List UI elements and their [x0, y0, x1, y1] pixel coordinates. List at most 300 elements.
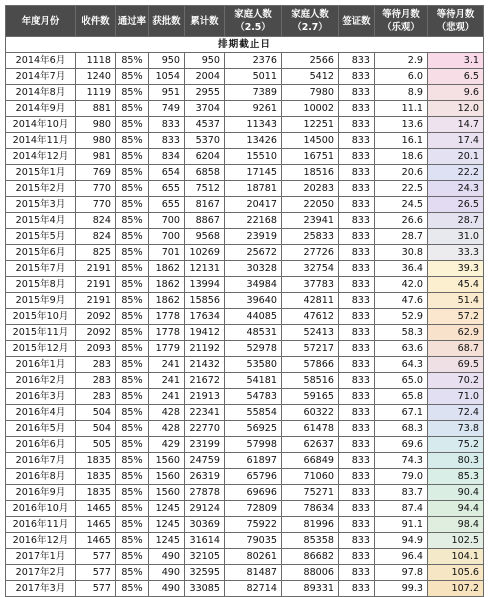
- cell-approved: 833: [149, 117, 185, 133]
- cell-pass-rate: 85%: [116, 149, 149, 165]
- table-row: [6, 549, 484, 565]
- cell-approved: 429: [149, 437, 185, 453]
- cell-approved: 700: [149, 213, 185, 229]
- cell-family-2-7: 57866: [282, 357, 339, 373]
- cell-month: 2016年9月: [6, 485, 76, 501]
- cell-received: 2092: [76, 325, 116, 341]
- cell-cumulative: 3704: [185, 101, 225, 117]
- cell-cumulative: 24759: [185, 453, 225, 469]
- cell-visas: 833: [339, 469, 375, 485]
- cell-family-2-7: 78634: [282, 501, 339, 517]
- cell-received: 2092: [76, 309, 116, 325]
- cell-wait-optimistic: 87.4: [375, 501, 428, 517]
- cell-family-2-5: 53580: [225, 357, 282, 373]
- cell-approved: 1778: [149, 325, 185, 341]
- table-row: [6, 453, 484, 469]
- cell-wait-optimistic: 65.0: [375, 373, 428, 389]
- cell-pass-rate: 85%: [116, 389, 149, 405]
- cell-wait-optimistic: 26.6: [375, 213, 428, 229]
- table-row: [6, 357, 484, 373]
- cell-visas: 833: [339, 501, 375, 517]
- cell-month: 2015年7月: [6, 261, 76, 277]
- cell-pass-rate: 85%: [116, 181, 149, 197]
- cell-month: 2017年2月: [6, 565, 76, 581]
- cell-family-2-5: 25672: [225, 245, 282, 261]
- cell-wait-pessimistic: 98.4: [428, 517, 484, 533]
- cell-pass-rate: 85%: [116, 421, 149, 437]
- cell-approved: 701: [149, 245, 185, 261]
- cell-visas: 833: [339, 277, 375, 293]
- cell-pass-rate: 85%: [116, 517, 149, 533]
- cell-received: 770: [76, 181, 116, 197]
- wait-time-table: [5, 5, 484, 597]
- cell-month: 2015年1月: [6, 165, 76, 181]
- cell-cumulative: 6858: [185, 165, 225, 181]
- header-row: [6, 6, 484, 37]
- cell-wait-optimistic: 64.3: [375, 357, 428, 373]
- cell-approved: 654: [149, 165, 185, 181]
- cell-family-2-7: 16751: [282, 149, 339, 165]
- cell-approved: 1054: [149, 69, 185, 85]
- cell-pass-rate: 85%: [116, 533, 149, 549]
- cell-family-2-7: 42811: [282, 293, 339, 309]
- cell-pass-rate: 85%: [116, 277, 149, 293]
- cell-family-2-5: 80261: [225, 549, 282, 565]
- cell-family-2-5: 54181: [225, 373, 282, 389]
- cell-pass-rate: 85%: [116, 165, 149, 181]
- cell-wait-optimistic: 99.3: [375, 581, 428, 597]
- cell-month: 2016年10月: [6, 501, 76, 517]
- cell-wait-pessimistic: 90.4: [428, 485, 484, 501]
- cell-pass-rate: 85%: [116, 485, 149, 501]
- cell-visas: 833: [339, 229, 375, 245]
- cell-pass-rate: 85%: [116, 581, 149, 597]
- cell-pass-rate: 85%: [116, 229, 149, 245]
- cell-approved: 833: [149, 133, 185, 149]
- cell-visas: 833: [339, 165, 375, 181]
- cell-received: 1240: [76, 69, 116, 85]
- cell-family-2-7: 2566: [282, 53, 339, 69]
- cell-received: 2191: [76, 277, 116, 293]
- cell-received: 770: [76, 197, 116, 213]
- cell-month: 2016年2月: [6, 373, 76, 389]
- cell-family-2-7: 14500: [282, 133, 339, 149]
- cell-family-2-7: 47612: [282, 309, 339, 325]
- cell-cumulative: 8867: [185, 213, 225, 229]
- cell-month: 2014年10月: [6, 117, 76, 133]
- cell-wait-pessimistic: 6.5: [428, 69, 484, 85]
- cell-family-2-7: 75271: [282, 485, 339, 501]
- cell-family-2-5: 30328: [225, 261, 282, 277]
- cell-month: 2015年4月: [6, 213, 76, 229]
- cell-wait-optimistic: 36.4: [375, 261, 428, 277]
- cell-cumulative: 4537: [185, 117, 225, 133]
- cell-month: 2014年8月: [6, 85, 76, 101]
- cell-family-2-5: 23919: [225, 229, 282, 245]
- cell-family-2-5: 65796: [225, 469, 282, 485]
- cell-cumulative: 2955: [185, 85, 225, 101]
- cell-received: 283: [76, 389, 116, 405]
- cell-month: 2014年7月: [6, 69, 76, 85]
- cell-cumulative: 10269: [185, 245, 225, 261]
- table-row: [6, 53, 484, 69]
- cell-pass-rate: 85%: [116, 293, 149, 309]
- cell-received: 505: [76, 437, 116, 453]
- cell-wait-optimistic: 97.8: [375, 565, 428, 581]
- cell-approved: 490: [149, 549, 185, 565]
- cell-family-2-5: 57998: [225, 437, 282, 453]
- cell-approved: 241: [149, 373, 185, 389]
- cell-visas: 833: [339, 133, 375, 149]
- cell-received: 881: [76, 101, 116, 117]
- cell-wait-optimistic: 52.9: [375, 309, 428, 325]
- cell-cumulative: 32105: [185, 549, 225, 565]
- cell-wait-pessimistic: 102.5: [428, 533, 484, 549]
- subheader-cutoff: 排期截止日: [6, 37, 484, 53]
- cell-pass-rate: 85%: [116, 325, 149, 341]
- header-wait-pessimistic: [428, 6, 484, 37]
- cell-wait-optimistic: 74.3: [375, 453, 428, 469]
- header-visas: 签证数: [339, 6, 375, 37]
- cell-pass-rate: 85%: [116, 53, 149, 69]
- cell-wait-pessimistic: 45.4: [428, 277, 484, 293]
- cell-approved: 834: [149, 149, 185, 165]
- table-row: [6, 485, 484, 501]
- cell-month: 2014年9月: [6, 101, 76, 117]
- cell-cumulative: 8167: [185, 197, 225, 213]
- cell-received: 1118: [76, 53, 116, 69]
- cell-wait-pessimistic: 26.5: [428, 197, 484, 213]
- cell-wait-pessimistic: 68.7: [428, 341, 484, 357]
- table-row: [6, 245, 484, 261]
- cell-received: 1465: [76, 533, 116, 549]
- cell-received: 504: [76, 405, 116, 421]
- cell-approved: 1862: [149, 293, 185, 309]
- header-family-2-5: [225, 6, 282, 37]
- cell-family-2-7: 25833: [282, 229, 339, 245]
- table-row: [6, 517, 484, 533]
- cell-pass-rate: 85%: [116, 245, 149, 261]
- cell-cumulative: 29124: [185, 501, 225, 517]
- cell-family-2-5: 69696: [225, 485, 282, 501]
- cell-wait-optimistic: 47.6: [375, 293, 428, 309]
- cell-cumulative: 950: [185, 53, 225, 69]
- table-row: [6, 325, 484, 341]
- cell-received: 824: [76, 229, 116, 245]
- header-family-2-7-title: 家庭人数: [291, 9, 329, 20]
- cell-wait-pessimistic: 31.0: [428, 229, 484, 245]
- cell-received: 577: [76, 565, 116, 581]
- table-row: [6, 565, 484, 581]
- cell-wait-pessimistic: 69.5: [428, 357, 484, 373]
- cell-family-2-5: 13426: [225, 133, 282, 149]
- cell-family-2-7: 85358: [282, 533, 339, 549]
- cell-wait-pessimistic: 39.3: [428, 261, 484, 277]
- cell-pass-rate: 85%: [116, 197, 149, 213]
- cell-family-2-5: 44085: [225, 309, 282, 325]
- cell-family-2-5: 48531: [225, 325, 282, 341]
- cell-month: 2015年8月: [6, 277, 76, 293]
- cell-month: 2015年11月: [6, 325, 76, 341]
- cell-wait-optimistic: 16.1: [375, 133, 428, 149]
- cell-month: 2015年5月: [6, 229, 76, 245]
- cell-wait-optimistic: 30.8: [375, 245, 428, 261]
- header-pass-rate: 通过率: [116, 6, 149, 37]
- cell-approved: 700: [149, 229, 185, 245]
- cell-received: 1835: [76, 469, 116, 485]
- cell-pass-rate: 85%: [116, 405, 149, 421]
- cell-received: 2191: [76, 293, 116, 309]
- cell-wait-optimistic: 58.3: [375, 325, 428, 341]
- cell-family-2-7: 61478: [282, 421, 339, 437]
- cell-family-2-7: 59165: [282, 389, 339, 405]
- header-family-2-5-title: 家庭人数: [234, 9, 272, 20]
- cell-family-2-7: 7980: [282, 85, 339, 101]
- cell-family-2-5: 9261: [225, 101, 282, 117]
- cell-wait-optimistic: 83.7: [375, 485, 428, 501]
- cell-wait-pessimistic: 104.1: [428, 549, 484, 565]
- cell-received: 825: [76, 245, 116, 261]
- cell-pass-rate: 85%: [116, 261, 149, 277]
- header-wait-optimistic-sub: （乐观）: [382, 22, 420, 33]
- cell-pass-rate: 85%: [116, 101, 149, 117]
- cell-received: 577: [76, 581, 116, 597]
- cell-visas: 833: [339, 69, 375, 85]
- cell-cumulative: 7512: [185, 181, 225, 197]
- cell-cumulative: 30369: [185, 517, 225, 533]
- cell-approved: 490: [149, 565, 185, 581]
- cell-month: 2016年12月: [6, 533, 76, 549]
- cell-visas: 833: [339, 581, 375, 597]
- cell-family-2-5: 2376: [225, 53, 282, 69]
- cell-received: 504: [76, 421, 116, 437]
- cell-family-2-7: 71060: [282, 469, 339, 485]
- cell-family-2-5: 54783: [225, 389, 282, 405]
- cell-received: 1465: [76, 501, 116, 517]
- cell-family-2-7: 86682: [282, 549, 339, 565]
- table-row: [6, 421, 484, 437]
- cell-wait-pessimistic: 3.1: [428, 53, 484, 69]
- cell-family-2-7: 10002: [282, 101, 339, 117]
- table-row: [6, 197, 484, 213]
- cell-family-2-5: 34984: [225, 277, 282, 293]
- cell-approved: 655: [149, 181, 185, 197]
- cell-visas: 833: [339, 405, 375, 421]
- table-row: [6, 149, 484, 165]
- cell-pass-rate: 85%: [116, 341, 149, 357]
- cell-visas: 833: [339, 389, 375, 405]
- cell-visas: 833: [339, 181, 375, 197]
- cell-visas: 833: [339, 325, 375, 341]
- cell-wait-optimistic: 65.8: [375, 389, 428, 405]
- cell-month: 2016年5月: [6, 421, 76, 437]
- cell-pass-rate: 85%: [116, 309, 149, 325]
- cell-received: 283: [76, 357, 116, 373]
- table-row: [6, 277, 484, 293]
- table-row: [6, 533, 484, 549]
- cell-cumulative: 21192: [185, 341, 225, 357]
- cell-visas: 833: [339, 101, 375, 117]
- cell-family-2-5: 82714: [225, 581, 282, 597]
- cell-wait-pessimistic: 75.2: [428, 437, 484, 453]
- cell-received: 1835: [76, 485, 116, 501]
- cell-family-2-5: 7389: [225, 85, 282, 101]
- cell-family-2-7: 18516: [282, 165, 339, 181]
- cell-cumulative: 5370: [185, 133, 225, 149]
- cell-approved: 1862: [149, 261, 185, 277]
- cell-cumulative: 21672: [185, 373, 225, 389]
- cell-wait-optimistic: 28.7: [375, 229, 428, 245]
- table-row: [6, 389, 484, 405]
- cell-cumulative: 22770: [185, 421, 225, 437]
- cell-cumulative: 17634: [185, 309, 225, 325]
- cell-family-2-7: 22050: [282, 197, 339, 213]
- cell-wait-pessimistic: 22.2: [428, 165, 484, 181]
- cell-family-2-7: 23941: [282, 213, 339, 229]
- table-row: [6, 229, 484, 245]
- table-row: [6, 165, 484, 181]
- cell-family-2-5: 22168: [225, 213, 282, 229]
- cell-pass-rate: 85%: [116, 565, 149, 581]
- cell-family-2-5: 15510: [225, 149, 282, 165]
- header-wait-optimistic-title: 等待月数: [382, 9, 420, 20]
- cell-wait-optimistic: 6.0: [375, 69, 428, 85]
- cell-received: 577: [76, 549, 116, 565]
- cell-approved: 490: [149, 581, 185, 597]
- cell-wait-pessimistic: 73.8: [428, 421, 484, 437]
- cell-cumulative: 26319: [185, 469, 225, 485]
- cell-wait-pessimistic: 62.9: [428, 325, 484, 341]
- cell-approved: 749: [149, 101, 185, 117]
- cell-family-2-5: 75922: [225, 517, 282, 533]
- cell-approved: 1779: [149, 341, 185, 357]
- cell-wait-optimistic: 67.1: [375, 405, 428, 421]
- cell-approved: 241: [149, 357, 185, 373]
- cell-visas: 833: [339, 293, 375, 309]
- header-family-2-7-sub: （2.7）: [292, 22, 328, 33]
- cell-family-2-7: 60322: [282, 405, 339, 421]
- cell-family-2-7: 57217: [282, 341, 339, 357]
- table-row: [6, 213, 484, 229]
- table-row: [6, 405, 484, 421]
- cell-approved: 1560: [149, 469, 185, 485]
- header-wait-optimistic: [375, 6, 428, 37]
- cell-visas: 833: [339, 197, 375, 213]
- cell-visas: 833: [339, 565, 375, 581]
- cell-visas: 833: [339, 357, 375, 373]
- cell-month: 2015年2月: [6, 181, 76, 197]
- header-wait-pessimistic-title: 等待月数: [436, 9, 475, 20]
- cell-family-2-7: 27726: [282, 245, 339, 261]
- cell-wait-optimistic: 2.9: [375, 53, 428, 69]
- cell-wait-optimistic: 69.6: [375, 437, 428, 453]
- cell-cumulative: 9568: [185, 229, 225, 245]
- table-row: [6, 69, 484, 85]
- cell-wait-optimistic: 24.5: [375, 197, 428, 213]
- cell-pass-rate: 85%: [116, 133, 149, 149]
- cell-visas: 833: [339, 485, 375, 501]
- cell-family-2-7: 5412: [282, 69, 339, 85]
- cell-family-2-7: 32754: [282, 261, 339, 277]
- cell-visas: 833: [339, 213, 375, 229]
- cell-family-2-5: 55854: [225, 405, 282, 421]
- cell-wait-pessimistic: 51.4: [428, 293, 484, 309]
- cell-pass-rate: 85%: [116, 357, 149, 373]
- cell-family-2-5: 56925: [225, 421, 282, 437]
- cell-family-2-5: 52978: [225, 341, 282, 357]
- cell-family-2-7: 58516: [282, 373, 339, 389]
- cell-pass-rate: 85%: [116, 85, 149, 101]
- cell-pass-rate: 85%: [116, 373, 149, 389]
- cell-visas: 833: [339, 117, 375, 133]
- subheader-row: [6, 37, 484, 53]
- cell-cumulative: 31614: [185, 533, 225, 549]
- cell-cumulative: 15856: [185, 293, 225, 309]
- cell-wait-optimistic: 13.6: [375, 117, 428, 133]
- cell-visas: 833: [339, 453, 375, 469]
- cell-family-2-5: 20417: [225, 197, 282, 213]
- table-row: [6, 261, 484, 277]
- cell-wait-pessimistic: 9.6: [428, 85, 484, 101]
- cell-cumulative: 32595: [185, 565, 225, 581]
- cell-wait-optimistic: 94.9: [375, 533, 428, 549]
- cell-month: 2015年3月: [6, 197, 76, 213]
- header-month: 年度月份: [6, 6, 76, 37]
- cell-month: 2014年6月: [6, 53, 76, 69]
- cell-received: 981: [76, 149, 116, 165]
- header-family-2-7: [282, 6, 339, 37]
- cell-wait-optimistic: 20.6: [375, 165, 428, 181]
- cell-month: 2016年7月: [6, 453, 76, 469]
- cell-family-2-7: 89331: [282, 581, 339, 597]
- header-cumulative: 累计数: [185, 6, 225, 37]
- cell-visas: 833: [339, 549, 375, 565]
- cell-visas: 833: [339, 245, 375, 261]
- cell-received: 980: [76, 117, 116, 133]
- cell-wait-pessimistic: 33.3: [428, 245, 484, 261]
- table-row: [6, 309, 484, 325]
- cell-family-2-5: 5011: [225, 69, 282, 85]
- header-family-2-5-sub: （2.5）: [235, 22, 271, 33]
- cell-visas: 833: [339, 149, 375, 165]
- cell-wait-pessimistic: 94.4: [428, 501, 484, 517]
- cell-wait-optimistic: 8.9: [375, 85, 428, 101]
- cell-approved: 1560: [149, 453, 185, 469]
- cell-family-2-7: 81996: [282, 517, 339, 533]
- cell-wait-pessimistic: 105.6: [428, 565, 484, 581]
- table-row: [6, 581, 484, 597]
- cell-cumulative: 19412: [185, 325, 225, 341]
- cell-month: 2016年6月: [6, 437, 76, 453]
- table-row: [6, 117, 484, 133]
- cell-wait-pessimistic: 14.7: [428, 117, 484, 133]
- cell-visas: 833: [339, 533, 375, 549]
- cell-family-2-5: 18781: [225, 181, 282, 197]
- cell-wait-optimistic: 42.0: [375, 277, 428, 293]
- cell-pass-rate: 85%: [116, 501, 149, 517]
- cell-approved: 951: [149, 85, 185, 101]
- cell-received: 980: [76, 133, 116, 149]
- cell-wait-optimistic: 22.5: [375, 181, 428, 197]
- cell-family-2-5: 61897: [225, 453, 282, 469]
- cell-approved: 950: [149, 53, 185, 69]
- cell-family-2-5: 39640: [225, 293, 282, 309]
- header-received: 收件数: [76, 6, 116, 37]
- table-row: [6, 469, 484, 485]
- cell-wait-pessimistic: 71.0: [428, 389, 484, 405]
- cell-wait-pessimistic: 24.3: [428, 181, 484, 197]
- cell-month: 2015年9月: [6, 293, 76, 309]
